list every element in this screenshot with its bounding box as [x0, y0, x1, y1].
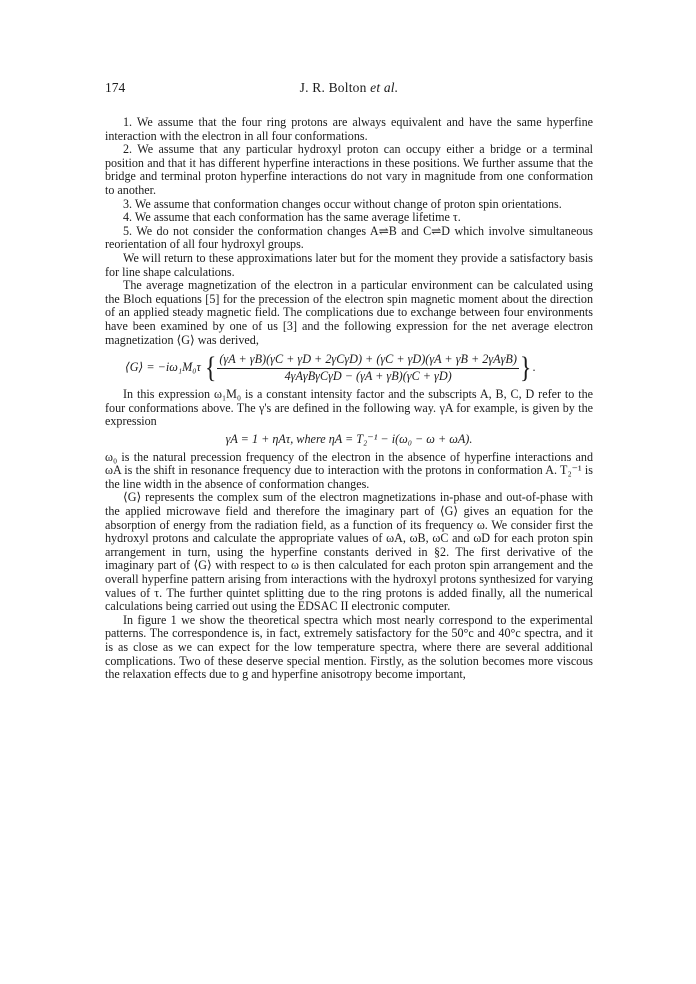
equation-denominator: 4γAγBγCγD − (γA + γB)(γC + γD) — [284, 368, 452, 383]
page-header — [105, 80, 593, 100]
gamma-equation: γA = 1 + ηAτ, where ηA = T₂⁻¹ − i(ω₀ − ω + ωA). — [225, 432, 473, 447]
running-head-etal: et al. — [370, 80, 399, 95]
paragraph-approximations: We will return to these approximations later but for the moment they provide a satisfactory basis for line shape calculations. — [105, 250, 593, 279]
equation-numerator: (γA + γB)(γC + γD + 2γCγD) + (γC + γD)(γA + γB + 2γAγB) — [217, 353, 519, 369]
paragraph-magnetization: The average magnetization of the electron in a particular environment can be calculated using the Bloch equations [5] for the precession of the electron spin magnetic moment about the direction of an applied steady magnetic field. The complications due to exchange between four environments have been examined by one of us [3] and the following expression for the net average electron magnetization ⟨G⟩ was derived, — [105, 278, 593, 347]
equation-period: . — [532, 360, 536, 375]
assumption-4: 4. We assume that each conformation has the same average lifetime τ. — [123, 210, 461, 225]
left-brace: { — [204, 351, 217, 385]
right-brace: } — [519, 351, 532, 385]
page — [105, 80, 593, 682]
assumption-3: 3. We assume that conformation changes occur without change of proton spin orientations. — [123, 196, 562, 211]
equation-fraction — [217, 353, 519, 383]
paragraph-complex-sum: ⟨G⟩ represents the complex sum of the electron magnetizations in-phase and out-of-phase with the applied microwave field and therefore the imaginary part of ⟨G⟩ gives an equation for the absorption of energy from the radiation field, as a function of its frequency ω. We consider first the hydroxyl protons and calculate the appropriate values of ωA, ωB, ωC and ωD for each proton spin arrangement in turn, using the hyperfine constants derived in §2. The first derivative of the imaginary part of ⟨G⟩ with respect to ω is then calculated for each proton spin arrangement and the overall hyperfine pattern arising from interactions with the hydroxyl protons synthesized for varying values of τ. The further quintet splitting due to the ring protons is added finally, all the numerical calculations being carried out using the EDSAC II electronic computer. — [105, 490, 593, 614]
paragraph-expression: In this expression ω₁M₀ is a constant intensity factor and the subscripts A, B, C, D refer to the four conformations above. The γ's are defined in the following way. γA for example, is given by the expression — [105, 387, 593, 429]
equation-lhs: ⟨G⟩ = −iω₁M₀τ — [125, 360, 201, 375]
paragraph-figure-1: In figure 1 we show the theoretical spectra which most nearly correspond to the experimental patterns. The correspondence is, in fact, extremely satisfactory for the 50°c and 40°c spectra, and it is as close as we can expect for the low temperature spectra, where there are several additional complications. Two of these deserve special mention. Firstly, as the solution becomes more viscous the relaxation effects due to g and hyperfine anisotropy become important, — [105, 612, 593, 682]
body-text — [105, 116, 593, 682]
paragraph-precession: ω₀ is the natural precession frequency of the electron in the absence of hyperfine interactions and ωA is the shift in resonance frequency due to interaction with the protons in conformation A. T₂⁻¹ is the line width in the absence of conformation changes. — [105, 449, 593, 491]
assumption-1: 1. We assume that the four ring protons are always equivalent and have the same hyperfine interaction with the electron in all four conformations. — [105, 115, 593, 143]
magnetization-equation — [125, 353, 593, 383]
running-head — [105, 80, 593, 96]
running-head-authors: J. R. Bolton — [299, 80, 367, 95]
assumption-5: 5. We do not consider the conformation changes A⇌B and C⇌D which involve simultaneous reorientation of all four hydroxyl groups. — [105, 223, 593, 252]
assumption-2: 2. We assume that any particular hydroxyl proton can occupy either a bridge or a terminal position and that it has different hyperfine interactions in these positions. We further assume that the bridge and terminal proton hyperfine interactions do not vary in magnitude from one conformation to another. — [105, 142, 593, 197]
page-number: 174 — [105, 80, 126, 95]
